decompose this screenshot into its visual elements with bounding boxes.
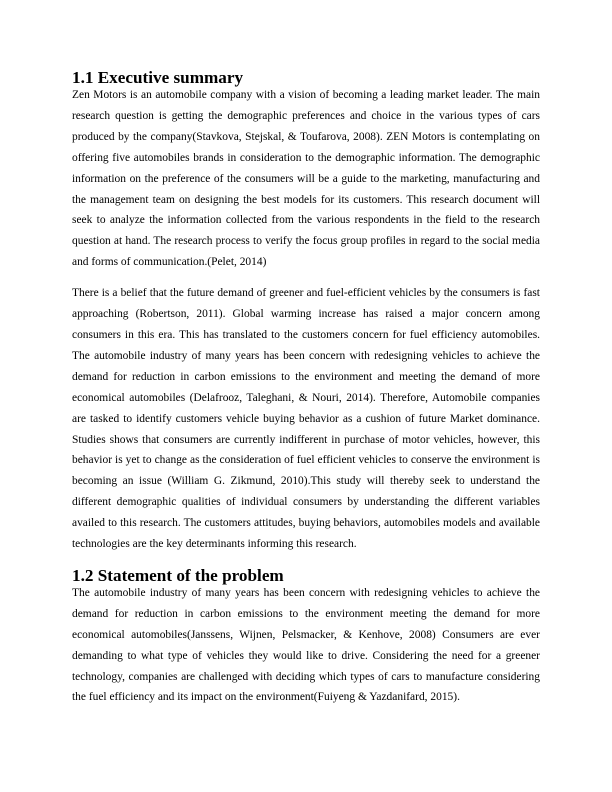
document-body <box>72 68 540 708</box>
paragraph: Zen Motors is an automobile company with a vision of becoming a leading market leader. The main research question is getting the demographic preferences and choice in the various types of cars produced by the company(Stavkova, Stejskal, & Toufarova, 2008). ZEN Motors is contemplating on offering five automobiles brands in consideration to the demographic information. The demographic information on the preference of the consumers will be a guide to the marketing, manufacturing and the management team on designing the best models for its customers. This research document will seek to analyze the information collected from the various respondents in the field to the research question at hand. The research process to verify the focus group profiles in regard to the social media and forms of communication.(Pelet, 2014) <box>72 89 540 269</box>
section-statement-of-problem <box>72 565 540 708</box>
paragraph: There is a belief that the future demand of greener and fuel-efficient vehicles by the consumers is fast approaching (Robertson, 2011). Global warming increase has raised a major concern among consumers in this era. This has translated to the customers concern for fuel efficiency automobiles. The automobile industry of many years has been concern with redesigning vehicles to achieve the demand for reduction in carbon emissions to the environment and meeting the demand of more economical automobiles (Delafrooz, Taleghani, & Nouri, 2014). Therefore, Automobile companies are tasked to identify customers vehicle buying behavior as a cushion of future Market dominance. Studies shows that consumers are currently indifferent in purchase of motor vehicles, however, this behavior is yet to change as the consideration of fuel efficient vehicles to conserve the environment is becoming an issue (William G. Zikmund, 2010).This study will thereby seek to understand the different demographic qualities of individual consumers by understanding the different variables availed to this research. The customers attitudes, buying behaviors, automobiles models and available technologies are the key determinants informing this research. <box>72 287 540 551</box>
section-heading: 1.2 Statement of the problem <box>72 565 284 585</box>
paragraph: The automobile industry of many years has been concern with redesigning vehicles to achieve the demand for reduction in carbon emissions to the environment meeting the demand for more economical automobiles(Janssens, Wijnen, Pelsmacker, & Kenhove, 2008) Consumers are ever demanding to what type of vehicles they would like to drive. Considering the need for a greener technology, companies are challenged with deciding which types of cars to manufacture considering the fuel efficiency and its impact on the environment(Fuiyeng & Yazdanifard, 2015). <box>72 586 540 704</box>
section-executive-summary <box>72 68 540 555</box>
section-heading: 1.1 Executive summary <box>72 68 244 87</box>
